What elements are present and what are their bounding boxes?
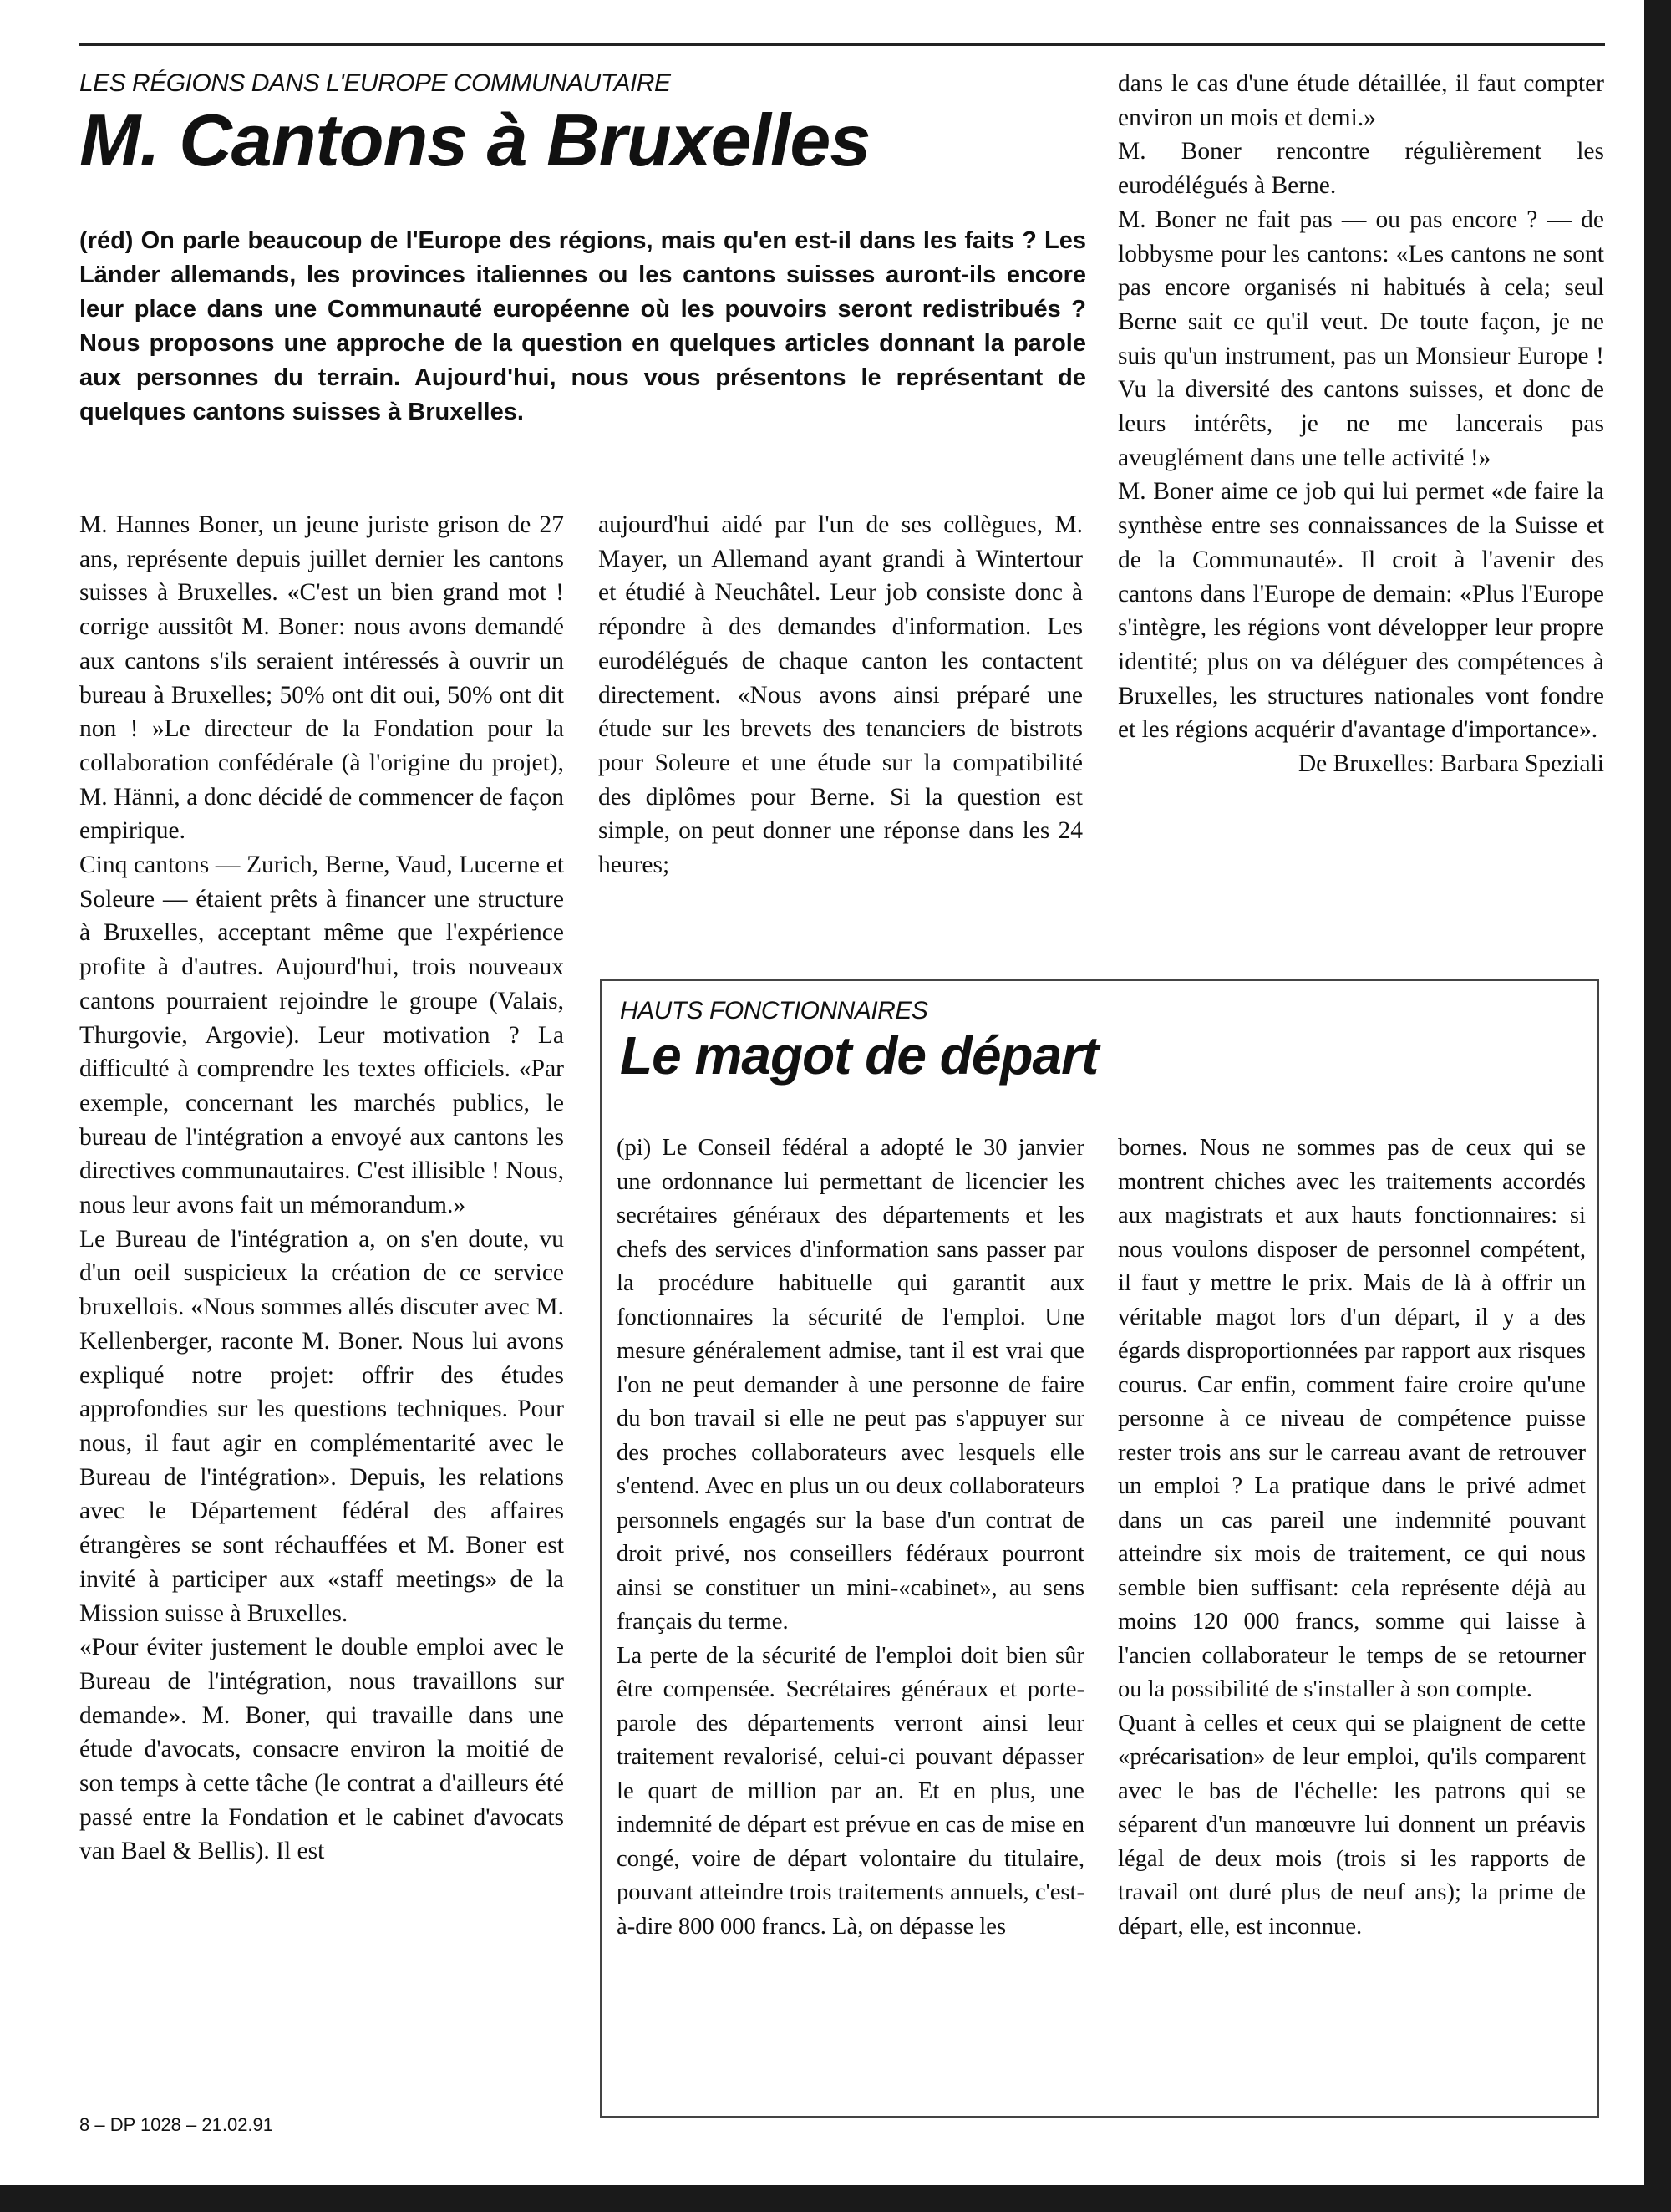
article1-title: M. Cantons à Bruxelles xyxy=(79,99,871,181)
scan-edge-bottom xyxy=(0,2185,1671,2212)
paragraph: La perte de la sécurité de l'emploi doit bien sûr être compensée. Secrétaires généraux et porte-parole des départements verront ainsi leur traitement revalorisé, celui-ci pouvant dépasser le quart de million par an. Et en plus, une indemnité de départ est prévue en cas de mise en congé, voire de départ volontaire du titulaire, pouvant atteindre trois traitements annuels, c'est-à-dire 800 000 francs. Là, on dépasse les xyxy=(617,1642,1084,1940)
paragraph: «Pour éviter justement le double emploi avec le Bureau de l'intégration, nous travaillons sur demande». M. Boner, qui travaille dans une étude d'avocats, consacre environ la moitié de son temps à cette tâche (le contrat a d'ailleurs été passé entre la Fondation et le cabinet d'avocats van Bael & Bellis). Il est xyxy=(79,1634,564,1865)
paragraph: M. Boner ne fait pas — ou pas encore ? — de lobbysme pour les cantons: «Les cantons ne sont pas encore organisés ni habitués à cela; seul Berne sait ce qu'il veut. De toute façon, je ne suis qu'un instrument, pas un Monsieur Europe ! Vu la diversité des cantons suisses, et donc de leurs intérêts, je ne me lancerais pas aveuglément dans une telle activité !» xyxy=(1118,206,1604,471)
top-rule xyxy=(79,43,1605,46)
paragraph: Quant à celles et ceux qui se plaignent de cette «précarisation» de leur emploi, qu'ils comparent avec le bas de l'échelle: les patrons qui se séparent d'un manœuvre lui donnent un préavis légal de deux mois (trois si les rapports de travail ont duré plus de neuf ans); la prime de départ, elle, est inconnue. xyxy=(1118,1710,1586,1940)
paragraph: M. Hannes Boner, un jeune juriste grison de 27 ans, représente depuis juillet dernier les cantons suisses à Bruxelles. «C'est un bien grand mot ! corrige aussitôt M. Boner: nous avons demandé aux cantons s'ils seraient intéressés à ouvrir un bureau à Bruxelles; 50% ont dit oui, 50% ont dit non ! »Le directeur de la Fondation pour la collaboration confédérale (à l'origine du projet), M. Hänni, a donc décidé de commencer de façon empirique. xyxy=(79,511,564,845)
scan-edge-right xyxy=(1644,0,1671,2212)
article1-column-3 xyxy=(1118,67,1604,781)
article1-column-2 xyxy=(598,508,1083,882)
paragraph: (pi) Le Conseil fédéral a adopté le 30 janvier une ordonnance lui permettant de licencier les secrétaires généraux des départements et les chefs des services d'information sans passer par la procédure habituelle qui garantit aux fonctionnaires la sécurité de l'emploi. Une mesure généralement admise, tant il est vrai que l'on ne peut demander à une personne de faire du bon travail si elle ne peut pas s'appuyer sur des proches collaborateurs avec lesquels elle s'entend. Avec en plus un ou deux collaborateurs personnels engagés sur la base d'un contrat de droit privé, nos conseillers fédéraux pourront ainsi se constituer un mini-«cabinet», au sens français du terme. xyxy=(617,1135,1084,1635)
paragraph: M. Boner rencontre régulièrement les eurodélégués à Berne. xyxy=(1118,138,1604,200)
article1-column-1 xyxy=(79,508,564,1869)
paragraph: aujourd'hui aidé par l'un de ses collègues, M. Mayer, un Allemand ayant grandi à Wintertour et étudié à Neuchâtel. Leur job consiste donc à répondre à des demandes d'information. Les eurodélégués de chaque canton les contactent directement. «Nous avons ainsi préparé une étude sur les brevets des tenanciers de bistrots pour Soleure et une étude sur la compatibilité des diplômes pour Berne. Si la question est simple, on peut donner une réponse dans les 24 heures; xyxy=(598,511,1083,879)
article2-kicker: HAUTS FONCTIONNAIRES xyxy=(620,997,928,1025)
paragraph: M. Boner aime ce job qui lui permet «de faire la synthèse entre ses connaissances de la Suisse et de la Communauté». Il croit à l'avenir des cantons dans l'Europe de demain: «Plus l'Europe s'intègre, les régions vont développer leur propre identité; plus on va déléguer des compétences à Bruxelles, les structures nationales vont fondre et les régions acquérir d'avantage d'importance». xyxy=(1118,478,1604,744)
paragraph: Cinq cantons — Zurich, Berne, Vaud, Lucerne et Soleure — étaient prêts à financer une structure à Bruxelles, acceptant même que l'expérience profite à d'autres. Aujourd'hui, trois nouveaux cantons pourraient rejoindre le groupe (Valais, Thurgovie, Argovie). Leur motivation ? La difficulté à comprendre les textes officiels. «Par exemple, concernant les marchés publics, le bureau de l'intégration a envoyé aux cantons les directives communautaires. C'est illisible ! Nous, nous leur avons fait un mémorandum.» xyxy=(79,852,564,1219)
article2-title: Le magot de départ xyxy=(620,1025,1099,1086)
article1-lede: (réd) On parle beaucoup de l'Europe des régions, mais qu'en est-il dans les faits ? Les Länder allemands, les provinces italiennes ou les cantons suisses auront-ils encore leur place dans une Communauté européenne où les pouvoirs seront redistribués ? Nous proposons une approche de la question en quelques articles donnant la parole aux personnes du terrain. Aujourd'hui, nous vous présentons le représentant de quelques cantons suisses à Bruxelles. xyxy=(79,227,1086,425)
article2-column-1 xyxy=(617,1131,1084,1944)
paragraph: Le Bureau de l'intégration a, on s'en doute, vu d'un oeil suspicieux la création de ce service bruxellois. «Nous sommes allés discuter avec M. Kellenberger, raconte M. Boner. Nous lui avons expliqué notre projet: offrir des études approfondies sur les questions techniques. Pour nous, il faut agir en complémentarité avec le Bureau de l'intégration». Depuis, les relations avec le Département fédéral des affaires étrangères se sont réchauffées et M. Boner est invité à participer aux «staff meetings» de la Mission suisse à Bruxelles. xyxy=(79,1225,564,1627)
byline: De Bruxelles: Barbara Speziali xyxy=(1298,750,1604,778)
article2-column-2 xyxy=(1118,1131,1586,1944)
article1-kicker: LES RÉGIONS DANS L'EUROPE COMMUNAUTAIRE xyxy=(79,69,671,97)
paragraph: bornes. Nous ne sommes pas de ceux qui se montrent chiches avec les traitements accordés aux magistrats et aux hauts fonctionnaires: si nous voulons disposer de personnel compétent, il faut y mettre le prix. Mais de là à offrir un véritable magot lors d'un départ, il y a des égards disproportionnées par rapport aux risques courus. Car enfin, comment faire croire qu'une personne à ce niveau de compétence puisse rester trois ans sur le carreau avant de retrouver un emploi ? La pratique dans le privé admet dans un cas pareil une indemnité pouvant atteindre six mois de traitement, ce qui nous semble bien suffisant: cela représente déjà au moins 120 000 francs, somme qui laisse à l'ancien collaborateur le temps de se retourner ou la possibilité de s'installer à son compte. xyxy=(1118,1135,1586,1702)
article-magot-box xyxy=(600,979,1599,2118)
page-footer: 8 – DP 1028 – 21.02.91 xyxy=(79,2114,274,2135)
paragraph: dans le cas d'une étude détaillée, il faut compter environ un mois et demi.» xyxy=(1118,70,1604,131)
